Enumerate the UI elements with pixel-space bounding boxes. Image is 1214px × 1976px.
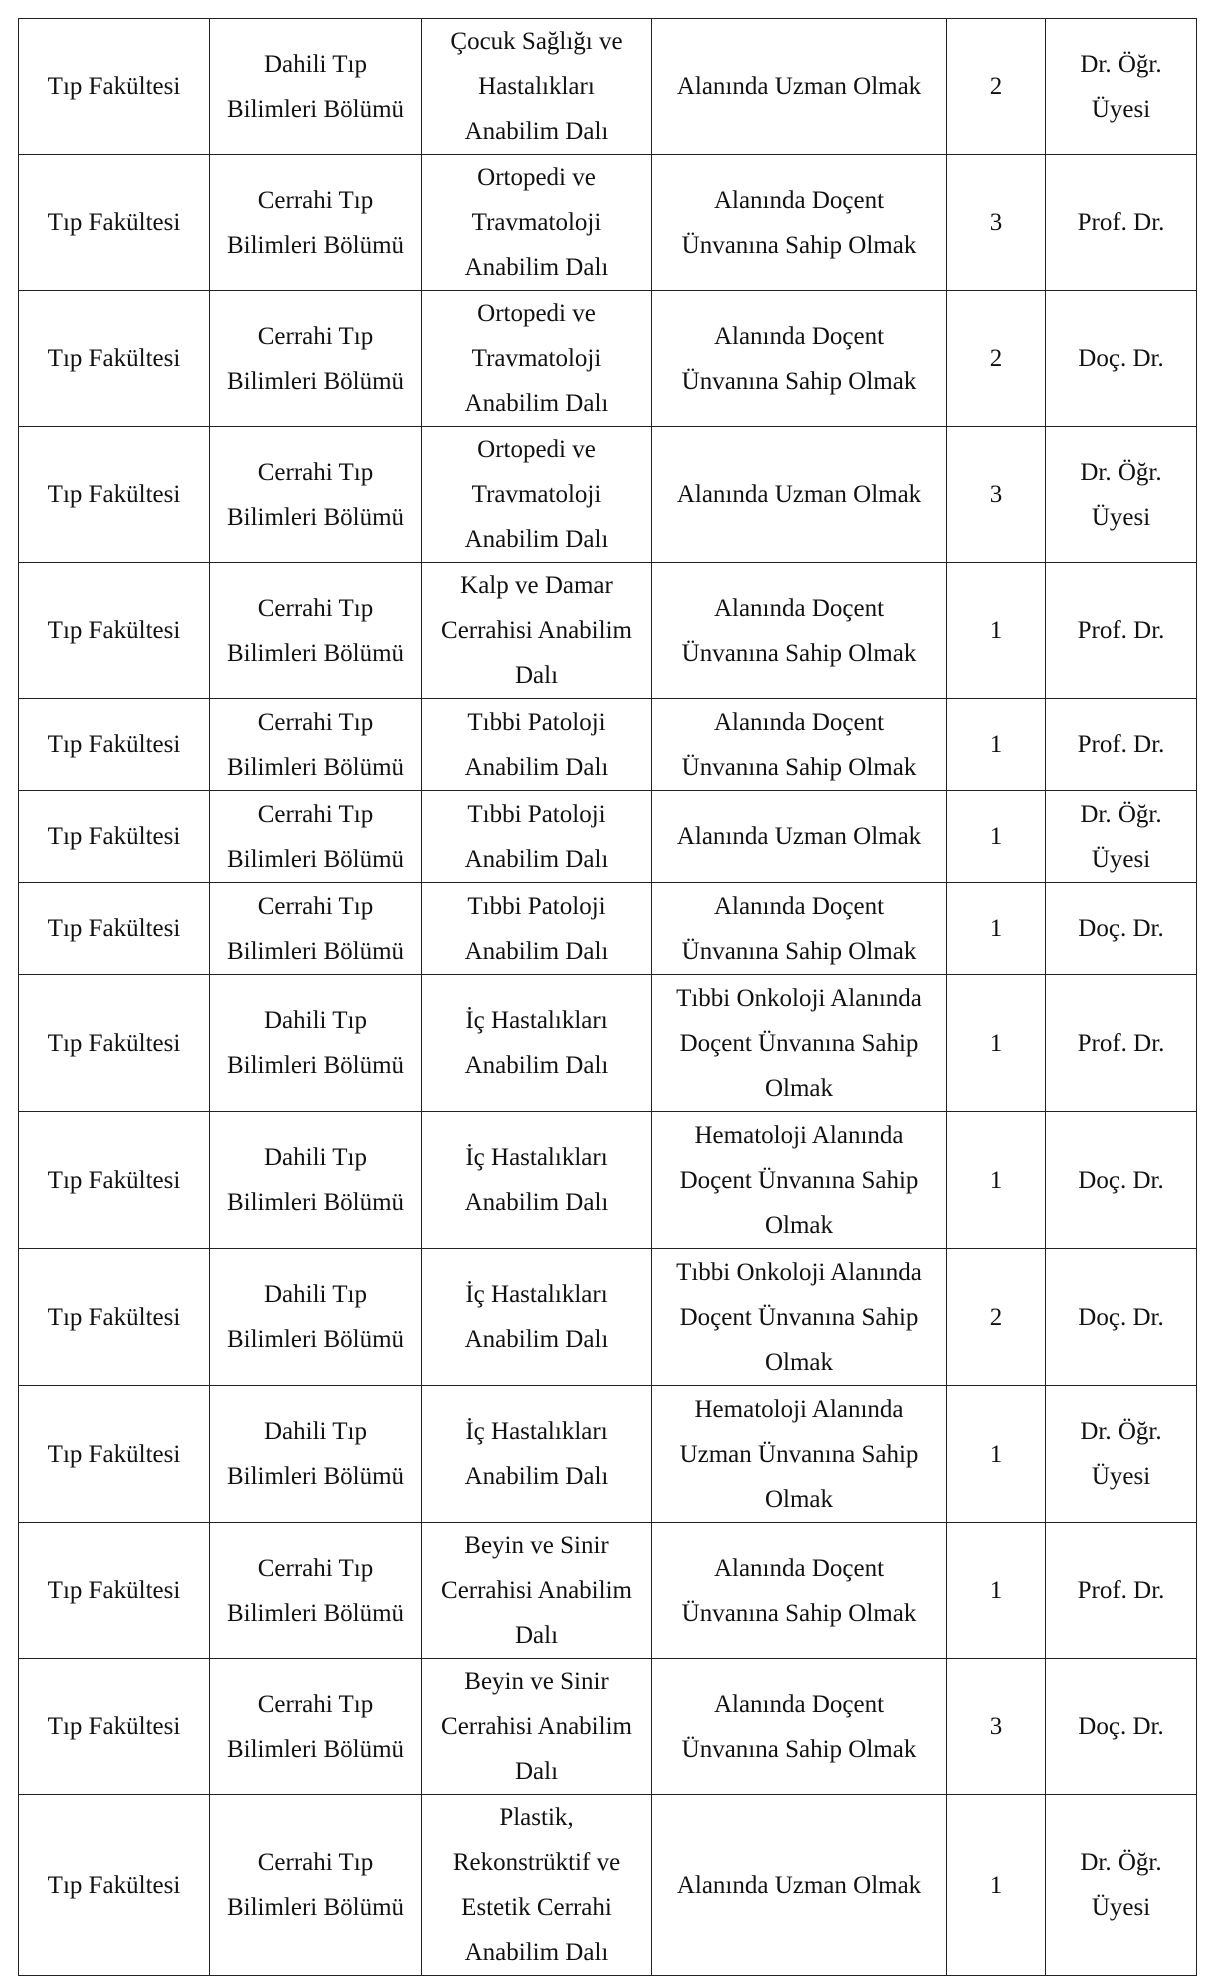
title-cell: Dr. Öğr. Üyesi: [1046, 427, 1197, 563]
count-cell: 1: [947, 1523, 1046, 1659]
title-cell: Doç. Dr.: [1046, 291, 1197, 427]
division-cell: Beyin ve Sinir Cerrahisi Anabilim Dalı: [422, 1523, 652, 1659]
count-cell: 3: [947, 155, 1046, 291]
requirement-cell: Alanında Doçent Ünvanına Sahip Olmak: [652, 1659, 947, 1795]
count-cell: 1: [947, 883, 1046, 975]
title-cell: Doç. Dr.: [1046, 1112, 1197, 1249]
faculty-cell: Tıp Fakültesi: [19, 1523, 210, 1659]
count-cell: 3: [947, 1659, 1046, 1795]
requirement-cell: Hematoloji Alanında Uzman Ünvanına Sahip Olmak: [652, 1386, 947, 1523]
division-cell: Kalp ve Damar Cerrahisi Anabilim Dalı: [422, 563, 652, 699]
division-cell: Ortopedi ve Travmatoloji Anabilim Dalı: [422, 155, 652, 291]
table-row: [19, 1795, 1197, 1976]
table-row: [19, 1523, 1197, 1659]
count-cell: 2: [947, 1249, 1046, 1386]
title-cell: Prof. Dr.: [1046, 975, 1197, 1112]
title-cell: Prof. Dr.: [1046, 155, 1197, 291]
department-cell: Cerrahi Tıp Bilimleri Bölümü: [210, 155, 422, 291]
requirement-cell: Tıbbi Onkoloji Alanında Doçent Ünvanına Sahip Olmak: [652, 1249, 947, 1386]
requirement-cell: Alanında Doçent Ünvanına Sahip Olmak: [652, 699, 947, 791]
count-cell: 1: [947, 699, 1046, 791]
table-row: [19, 19, 1197, 155]
requirement-cell: Alanında Doçent Ünvanına Sahip Olmak: [652, 883, 947, 975]
requirement-cell: Alanında Uzman Olmak: [652, 1795, 947, 1976]
division-cell: Tıbbi Patoloji Anabilim Dalı: [422, 883, 652, 975]
department-cell: Cerrahi Tıp Bilimleri Bölümü: [210, 427, 422, 563]
department-cell: Cerrahi Tıp Bilimleri Bölümü: [210, 1659, 422, 1795]
department-cell: Dahili Tıp Bilimleri Bölümü: [210, 19, 422, 155]
table-row: [19, 427, 1197, 563]
table-row: [19, 291, 1197, 427]
division-cell: İç Hastalıkları Anabilim Dalı: [422, 1112, 652, 1249]
faculty-cell: Tıp Fakültesi: [19, 1249, 210, 1386]
division-cell: Beyin ve Sinir Cerrahisi Anabilim Dalı: [422, 1659, 652, 1795]
table-row: [19, 975, 1197, 1112]
title-cell: Doç. Dr.: [1046, 883, 1197, 975]
table-row: [19, 883, 1197, 975]
department-cell: Cerrahi Tıp Bilimleri Bölümü: [210, 791, 422, 883]
count-cell: 1: [947, 563, 1046, 699]
title-cell: Prof. Dr.: [1046, 699, 1197, 791]
table-row: [19, 155, 1197, 291]
title-cell: Dr. Öğr. Üyesi: [1046, 1386, 1197, 1523]
department-cell: Dahili Tıp Bilimleri Bölümü: [210, 975, 422, 1112]
faculty-cell: Tıp Fakültesi: [19, 1795, 210, 1976]
department-cell: Cerrahi Tıp Bilimleri Bölümü: [210, 1795, 422, 1976]
requirement-cell: Tıbbi Onkoloji Alanında Doçent Ünvanına Sahip Olmak: [652, 975, 947, 1112]
requirement-cell: Alanında Doçent Ünvanına Sahip Olmak: [652, 563, 947, 699]
faculty-cell: Tıp Fakültesi: [19, 883, 210, 975]
faculty-cell: Tıp Fakültesi: [19, 563, 210, 699]
division-cell: Tıbbi Patoloji Anabilim Dalı: [422, 791, 652, 883]
count-cell: 3: [947, 427, 1046, 563]
faculty-cell: Tıp Fakültesi: [19, 19, 210, 155]
count-cell: 1: [947, 975, 1046, 1112]
faculty-cell: Tıp Fakültesi: [19, 1659, 210, 1795]
count-cell: 1: [947, 1795, 1046, 1976]
division-cell: Tıbbi Patoloji Anabilim Dalı: [422, 699, 652, 791]
table-row: [19, 791, 1197, 883]
requirement-cell: Alanında Doçent Ünvanına Sahip Olmak: [652, 1523, 947, 1659]
division-cell: İç Hastalıkları Anabilim Dalı: [422, 975, 652, 1112]
division-cell: İç Hastalıkları Anabilim Dalı: [422, 1249, 652, 1386]
faculty-cell: Tıp Fakültesi: [19, 1386, 210, 1523]
department-cell: Cerrahi Tıp Bilimleri Bölümü: [210, 699, 422, 791]
count-cell: 1: [947, 1386, 1046, 1523]
requirement-cell: Alanında Uzman Olmak: [652, 791, 947, 883]
requirement-cell: Alanında Uzman Olmak: [652, 19, 947, 155]
faculty-cell: Tıp Fakültesi: [19, 699, 210, 791]
faculty-cell: Tıp Fakültesi: [19, 791, 210, 883]
department-cell: Dahili Tıp Bilimleri Bölümü: [210, 1386, 422, 1523]
table-row: [19, 563, 1197, 699]
department-cell: Cerrahi Tıp Bilimleri Bölümü: [210, 563, 422, 699]
faculty-cell: Tıp Fakültesi: [19, 1112, 210, 1249]
division-cell: İç Hastalıkları Anabilim Dalı: [422, 1386, 652, 1523]
count-cell: 1: [947, 1112, 1046, 1249]
department-cell: Cerrahi Tıp Bilimleri Bölümü: [210, 1523, 422, 1659]
table-row: [19, 1386, 1197, 1523]
title-cell: Dr. Öğr. Üyesi: [1046, 1795, 1197, 1976]
department-cell: Dahili Tıp Bilimleri Bölümü: [210, 1112, 422, 1249]
title-cell: Doç. Dr.: [1046, 1659, 1197, 1795]
table-row: [19, 1249, 1197, 1386]
requirement-cell: Alanında Doçent Ünvanına Sahip Olmak: [652, 291, 947, 427]
count-cell: 2: [947, 291, 1046, 427]
faculty-cell: Tıp Fakültesi: [19, 155, 210, 291]
table-row: [19, 1112, 1197, 1249]
count-cell: 2: [947, 19, 1046, 155]
division-cell: Plastik, Rekonstrüktif ve Estetik Cerrahi Anabilim Dalı: [422, 1795, 652, 1976]
faculty-cell: Tıp Fakültesi: [19, 975, 210, 1112]
title-cell: Dr. Öğr. Üyesi: [1046, 19, 1197, 155]
title-cell: Dr. Öğr. Üyesi: [1046, 791, 1197, 883]
requirement-cell: Alanında Uzman Olmak: [652, 427, 947, 563]
title-cell: Doç. Dr.: [1046, 1249, 1197, 1386]
department-cell: Cerrahi Tıp Bilimleri Bölümü: [210, 883, 422, 975]
table-row: [19, 699, 1197, 791]
department-cell: Cerrahi Tıp Bilimleri Bölümü: [210, 291, 422, 427]
title-cell: Prof. Dr.: [1046, 563, 1197, 699]
department-cell: Dahili Tıp Bilimleri Bölümü: [210, 1249, 422, 1386]
table-row: [19, 1659, 1197, 1795]
division-cell: Ortopedi ve Travmatoloji Anabilim Dalı: [422, 291, 652, 427]
division-cell: Ortopedi ve Travmatoloji Anabilim Dalı: [422, 427, 652, 563]
positions-table: [18, 18, 1197, 1976]
division-cell: Çocuk Sağlığı ve Hastalıkları Anabilim Dalı: [422, 19, 652, 155]
title-cell: Prof. Dr.: [1046, 1523, 1197, 1659]
requirement-cell: Alanında Doçent Ünvanına Sahip Olmak: [652, 155, 947, 291]
count-cell: 1: [947, 791, 1046, 883]
requirement-cell: Hematoloji Alanında Doçent Ünvanına Sahip Olmak: [652, 1112, 947, 1249]
faculty-cell: Tıp Fakültesi: [19, 291, 210, 427]
faculty-cell: Tıp Fakültesi: [19, 427, 210, 563]
